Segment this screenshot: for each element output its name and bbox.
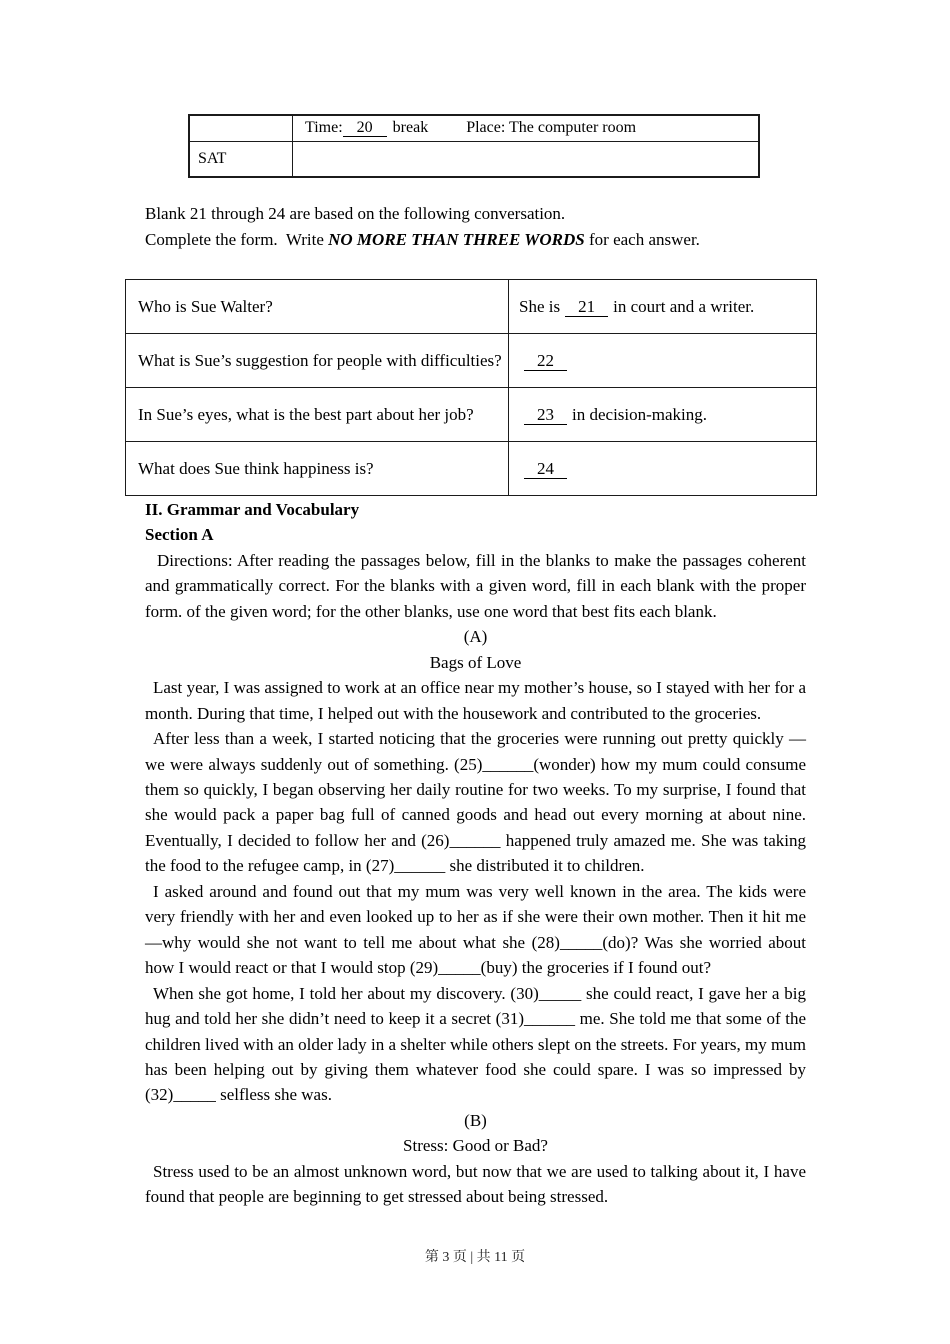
- answer-cell: [509, 334, 817, 388]
- answer-blank-21: 21: [565, 297, 608, 317]
- answer-blank-24: 24: [524, 459, 567, 479]
- answer-cell: [509, 280, 817, 334]
- answer-blank-22: 22: [524, 351, 567, 371]
- table-row: [126, 442, 817, 496]
- table-row: [126, 280, 817, 334]
- passage-b-title: Stress: Good or Bad?: [403, 1136, 548, 1156]
- question-cell: Who is Sue Walter?: [126, 280, 509, 334]
- passage-a-paragraph-3: I asked around and found out that my mum was very well known in the area. The kids were very friendly with her and even looked up to her as if she were their own mother. Then it hit me —why would she not want to tell me about what she (28)_____(do)? Was she worried about how I would react or that I would stop (29)_____(buy) the groceries if I found out?: [145, 881, 806, 978]
- answer-suffix: in court and a writer.: [613, 296, 755, 316]
- grammar-section: [145, 497, 806, 1210]
- break-label: break: [392, 119, 429, 136]
- schedule-day-cell: SAT: [190, 142, 293, 176]
- answer-suffix: in decision-making.: [572, 404, 708, 424]
- table-row: [126, 334, 817, 388]
- answer-cell: [509, 442, 817, 496]
- passage-a-paragraph-1: Last year, I was assigned to work at an office near my mother’s house, so I stayed with her for a month. During that time, I helped out with the housework and contributed to the groceries.: [145, 678, 806, 723]
- instruction-line-1: Blank 21 through 24 are based on the following conversation.: [145, 204, 566, 223]
- question-cell: In Sue’s eyes, what is the best part about her job?: [126, 388, 509, 442]
- conversation-form-table: [125, 279, 817, 496]
- time-label: Time:: [305, 119, 343, 136]
- passage-b-label: (B): [464, 1110, 487, 1130]
- time-blank-20: 20: [343, 119, 387, 137]
- instruction-line-2-suffix: for each answer.: [584, 229, 700, 249]
- grammar-heading: II. Grammar and Vocabulary: [145, 500, 360, 519]
- no-more-than-three-words-emphasis: NO MORE THAN THREE WORDS: [328, 229, 585, 249]
- answer-prefix: She is: [519, 296, 561, 316]
- passage-a-title: Bags of Love: [429, 652, 522, 672]
- answer-blank-23: 23: [524, 405, 567, 425]
- passage-a-label: (A): [463, 627, 488, 647]
- table-row: [126, 388, 817, 442]
- instruction-line-2: [145, 227, 825, 253]
- instruction-line-2-prefix: Complete the form. Write: [145, 229, 329, 249]
- schedule-table: [188, 114, 760, 178]
- page-footer: 第 3 页 | 共 11 页: [424, 1250, 526, 1265]
- schedule-time-place-cell: [293, 116, 758, 142]
- answer-cell: [509, 388, 817, 442]
- question-cell: What does Sue think happiness is?: [126, 442, 509, 496]
- question-cell: What is Sue’s suggestion for people with difficulties?: [126, 334, 509, 388]
- schedule-empty-cell: [190, 116, 293, 142]
- passage-a-paragraph-2: After less than a week, I started noticing that the groceries were running out pretty quickly — we were always suddenly out of something. (25)______(wonder) how my mum could consume them so quickly, I began observing her daily routine for two weeks. To my surprise, I found that she would pack a paper bag full of canned goods and head out every morning at about nine. Eventually, I decided to follow her and (26)______ happened truly amazed me. She was taking the food to the refugee camp, in (27)______ she distributed it to children.: [145, 729, 806, 876]
- section-a-heading: Section A: [145, 525, 214, 545]
- form-instructions: [145, 201, 825, 253]
- directions-paragraph: Directions: After reading the passages below, fill in the blanks to make the passages coherent and grammatically correct. For the blanks with a given word, fill in each blank with the proper form. of the given word; for the other blanks, use one word that best fits each blank.: [145, 550, 806, 621]
- place-label: Place: The computer room: [466, 119, 637, 136]
- passage-a-paragraph-4: When she got home, I told her about my discovery. (30)_____ she could react, I gave her a big hug and told her she didn’t need to keep it a secret (31)______ me. She told me that some of the children lived with an older lady in a shelter while others slept on the streets. For years, my mum has been helping out by giving them whatever food she could spare. I was so impressed by (32)_____ selfless she was.: [145, 983, 806, 1105]
- passage-b-paragraph-1: Stress used to be an almost unknown word, but now that we are used to talking about it, I have found that people are beginning to get stressed about being stressed.: [145, 1161, 806, 1207]
- schedule-empty-cell-2: [293, 142, 758, 176]
